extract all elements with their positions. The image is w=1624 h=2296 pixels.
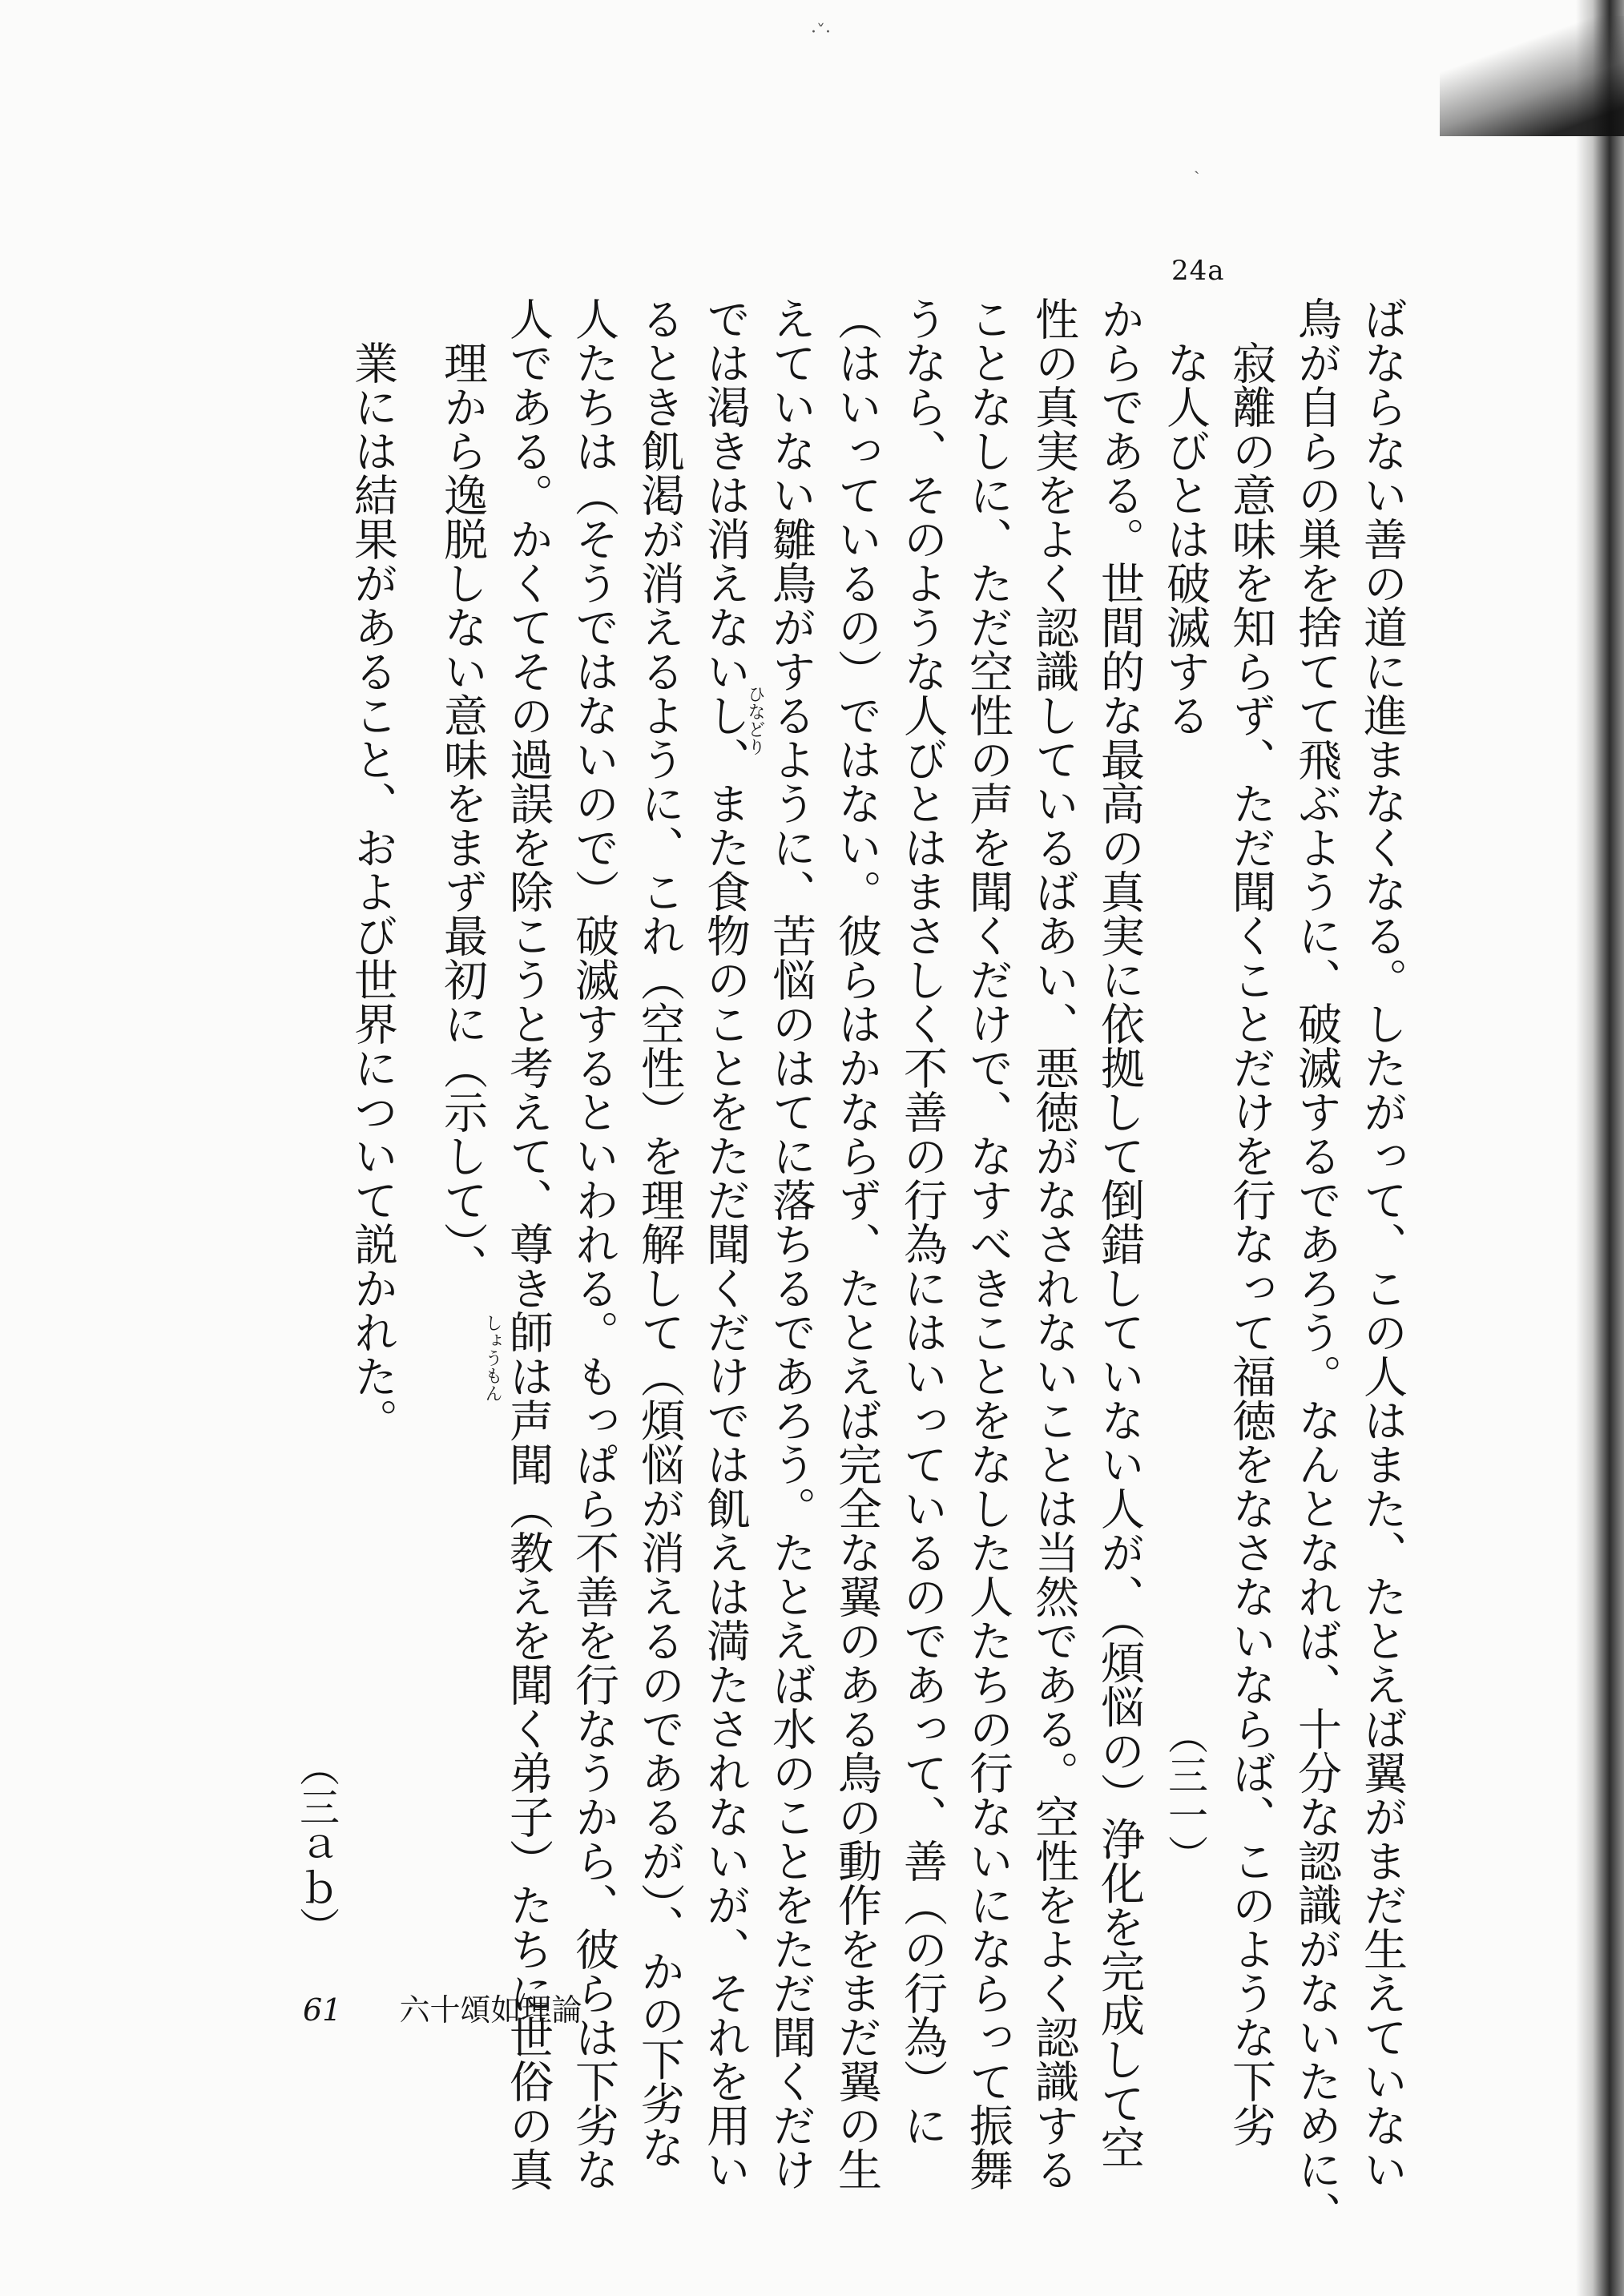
scan-mark: ·ˇ· [811,22,831,42]
verse-column: 理から逸脱しない意味をまず最初に（示して）、 [437,340,488,1288]
text-column: 業には結果があること、および世界について説かれた。 [347,340,398,1442]
text-column: 人たちは（そうではないので）破滅するといわれる。もっぱら不善を行なうから、彼らは下劣な [568,296,619,2191]
binding-shadow [1576,0,1624,2296]
section-id: 24a [1171,255,1225,287]
text-column: えていない雛鳥がするように、苦悩のはてに落ちるであろう。たとえば水のことをただ聞くだけ [765,296,816,2191]
scan-mark: ˎ [1194,155,1200,175]
binding-corner-shadow [1440,16,1624,136]
text-column: ばならない善の道に進まなくなる。したがって、この人はまた、たとえば翼がまだ生えていない [1356,296,1408,2191]
text-column: （はいっているの）ではない。彼らはかならず、たとえば完全な翼のある鳥の動作をまだ翼の生 [831,296,882,2191]
verse-column: な人びとは破滅する [1159,340,1211,737]
verse-column: 寂離の意味を知らず、ただ聞くことだけを行なって福徳をなさないならば、このような下劣 [1225,340,1276,2147]
running-title: 六十頌如理論 [399,1992,582,2028]
text-column: 鳥が自らの巣を捨てて飛ぶように、破滅するであろう。なんとなれば、十分な認識がないために、 [1291,296,1342,2235]
verse-reference: （三一） [1162,1714,1208,1875]
text-column: うなら、そのような人びとはまさしく不善の行為にはいっているのであって、善（の行為）に [897,296,948,2147]
text-column: ことなしに、ただ空性の声を聞くだけで、なすべきことをなした人たちの行ないにならって振舞 [962,296,1013,2191]
text-column: では渇きは消えないし、また食物のことをただ聞くだけでは飢えは満たされないが、それを用い [699,296,751,2191]
text-column: るとき飢渇が消えるように、これ（空性）を理解して（煩悩が消えるのであるが）、かの下劣な [634,296,685,2169]
text-column: 人である。かくてその過誤を除こうと考えて、尊き師は声聞（教えを聞く弟子）たちに世俗の真 [502,296,554,2191]
ruby-annotation: しょうもん [482,1314,502,1402]
text-column: 性の真実をよく認識しているばあい、悪徳がなされないことは当然である。空性をよく認識する [1028,296,1079,2191]
ruby-annotation: ひなどり [745,685,765,755]
page-footer [303,1985,582,2029]
text-column: からである。世間的な最高の真実に依拠して倒錯していない人が、（煩悩の）浄化を完成して空 [1094,296,1145,2169]
page-number: 61 [303,1992,342,2028]
verse-reference: （三ａｂ） [293,1746,340,1947]
